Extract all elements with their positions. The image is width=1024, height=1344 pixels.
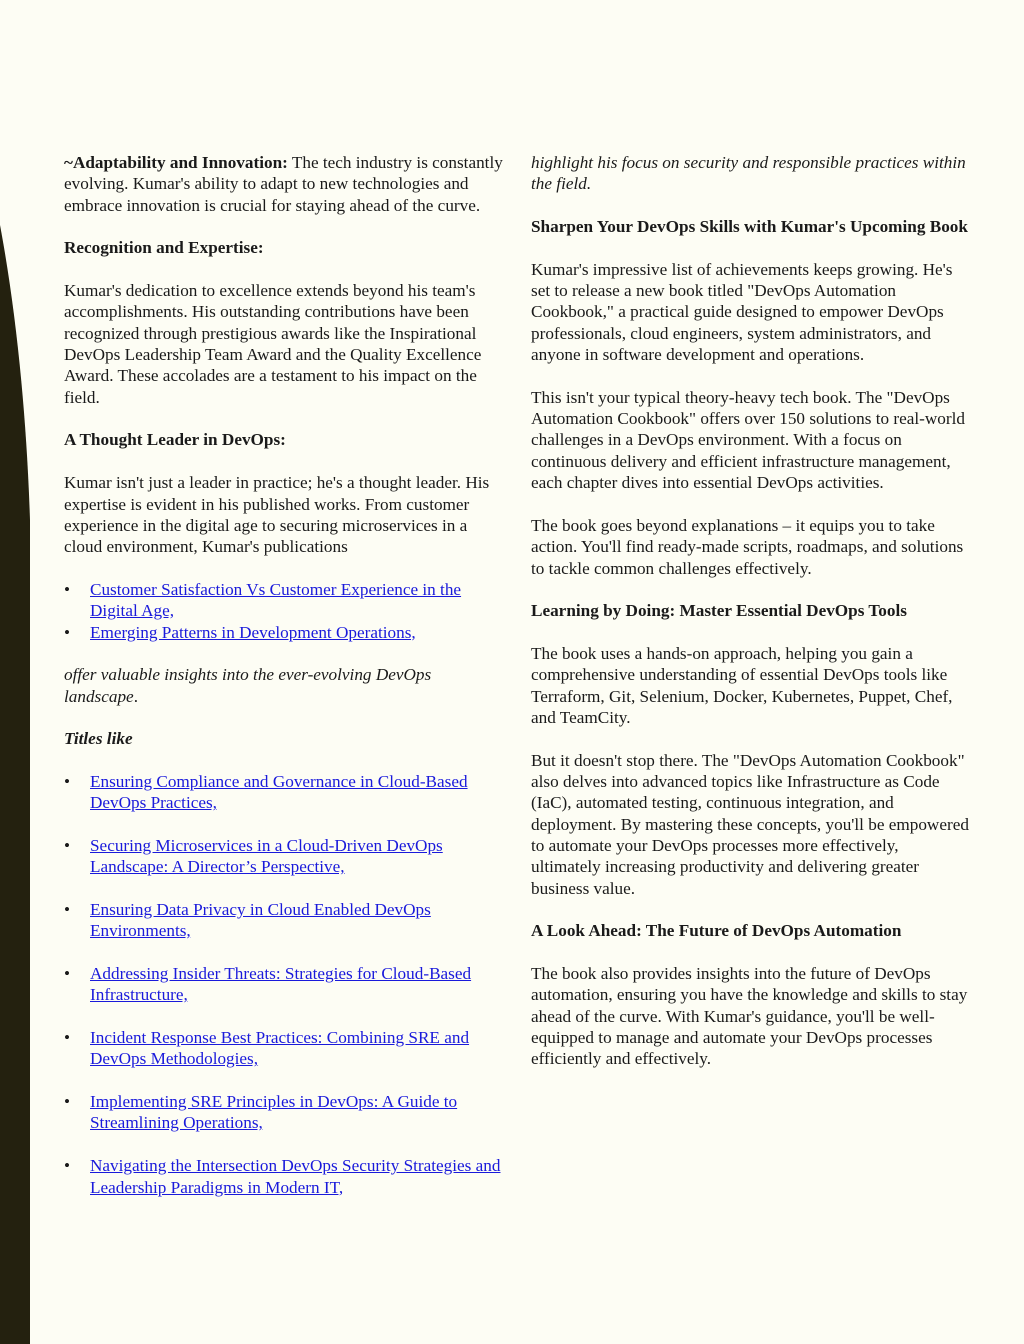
book-paragraph-2: This isn't your typical theory-heavy tech book. The "DevOps Automation Cookbook" offers over 150 solutions to real-world challenges in a DevOps environment. With a focus on continuous delivery and efficient infrastructure management, each chapter dives into essential DevOps activities. (531, 387, 965, 493)
publication-link[interactable]: Emerging Patterns in Development Operations, (90, 622, 416, 642)
bullet: • (64, 579, 71, 599)
book-paragraph-1: Kumar's impressive list of achievements keeps growing. He's set to release a new book titled "DevOps Automation Cookbook," a practical guide designed to empower DevOps professionals, cloud engineers, system administrators, and anyone in software development and operations. (531, 259, 953, 365)
left-column (64, 152, 504, 1219)
titles-like-label: Titles like (64, 729, 133, 749)
list-item (64, 579, 504, 622)
thought-leader-text: Kumar isn't just a leader in practice; he's a thought leader. His expertise is evident in his published works. From customer experience in the digital age to securing microservices in a cloud environment, Kumar's publications (64, 473, 490, 557)
adaptability-paragraph (64, 152, 504, 216)
list-item (64, 963, 504, 1006)
bullet: • (64, 836, 71, 855)
publication-link[interactable]: Customer Satisfaction Vs Customer Experience in the Digital Age, (90, 579, 462, 621)
recognition-heading: Recognition and Expertise: (64, 238, 264, 258)
bullet: • (64, 622, 71, 642)
title-link[interactable]: Securing Microservices in a Cloud-Driven DevOps Landscape: A Director’s Perspective, (90, 836, 443, 877)
insights-period: . (133, 686, 138, 706)
list-item (64, 1091, 504, 1134)
list-item (64, 1155, 504, 1198)
titles-list (64, 771, 504, 1198)
insights-text: offer valuable insights into the ever-evolving DevOps landscape (64, 665, 432, 706)
bullet: • (64, 1156, 71, 1176)
title-link[interactable]: Ensuring Compliance and Governance in Cloud-Based DevOps Practices, (90, 771, 468, 813)
list-item (64, 622, 504, 643)
list-item (64, 1027, 504, 1070)
title-link[interactable]: Navigating the Intersection DevOps Security Strategies and Leadership Paradigms in Modern IT, (90, 1156, 501, 1197)
list-item (64, 899, 504, 942)
title-link[interactable]: Addressing Insider Threats: Strategies for Cloud-Based Infrastructure, (90, 964, 472, 1005)
title-link[interactable]: Implementing SRE Principles in DevOps: A Guide to Streamlining Operations, (90, 1092, 458, 1133)
publications-list (64, 579, 504, 643)
recognition-text: Kumar's dedication to excellence extends beyond his team's accomplishments. His outstanding contributions have been recognized through prestigious awards like the Inspirational DevOps Leadership Team Award and the Quality Excellence Award. These accolades are a testament to his impact on the field. (64, 281, 482, 407)
bullet: • (64, 771, 71, 791)
book-paragraph-3: The book goes beyond explanations – it equips you to take action. You'll find ready-made scripts, roadmaps, and solutions to tackle common challenges effectively. (531, 515, 964, 578)
title-link[interactable]: Ensuring Data Privacy in Cloud Enabled DevOps Environments, (90, 900, 431, 941)
side-bar-shape (0, 225, 30, 1344)
decorative-side-bar (0, 0, 30, 1344)
future-heading: A Look Ahead: The Future of DevOps Automation (531, 921, 902, 941)
adaptability-text: The tech industry is constantly evolving. Kumar's ability to adapt to new technologies and embrace innovation is crucial for staying ahead of the curve. (64, 153, 503, 215)
book-heading: Sharpen Your DevOps Skills with Kumar's Upcoming Book (531, 217, 968, 237)
learning-paragraph-1: The book uses a hands-on approach, helping you gain a comprehensive understanding of essential DevOps tools like Terraform, Git, Selenium, Docker, Kubernetes, Puppet, Chef, and TeamCity. (531, 643, 953, 727)
learning-paragraph-2: But it doesn't stop there. The "DevOps Automation Cookbook" also delves into advanced topics like Infrastructure as Code (IaC), automated testing, continuous integration, and deployment. By mastering these concepts, you'll be empowered to automate your DevOps processes more effectively, ultimately increasing productivity and delivering greater business value. (531, 750, 969, 898)
future-paragraph: The book also provides insights into the future of DevOps automation, ensuring you have the knowledge and skills to stay ahead of the curve. With Kumar's guidance, you'll be well-equipped to manage and automate your DevOps processes efficiently and effectively. (531, 964, 968, 1069)
list-item (64, 835, 504, 878)
bullet: • (64, 1028, 71, 1048)
thought-leader-heading: A Thought Leader in DevOps: (64, 430, 286, 450)
insights-paragraph (64, 664, 504, 707)
adaptability-lead: ~Adaptability and Innovation: (64, 153, 288, 172)
right-column (531, 152, 971, 1091)
bullet: • (64, 1092, 71, 1112)
bullet: • (64, 964, 71, 984)
learning-heading: Learning by Doing: Master Essential DevOps Tools (531, 601, 907, 621)
title-link[interactable]: Incident Response Best Practices: Combining SRE and DevOps Methodologies, (90, 1028, 470, 1069)
bullet: • (64, 900, 71, 920)
highlight-text: highlight his focus on security and responsible practices within the field. (531, 153, 966, 194)
list-item (64, 771, 504, 814)
